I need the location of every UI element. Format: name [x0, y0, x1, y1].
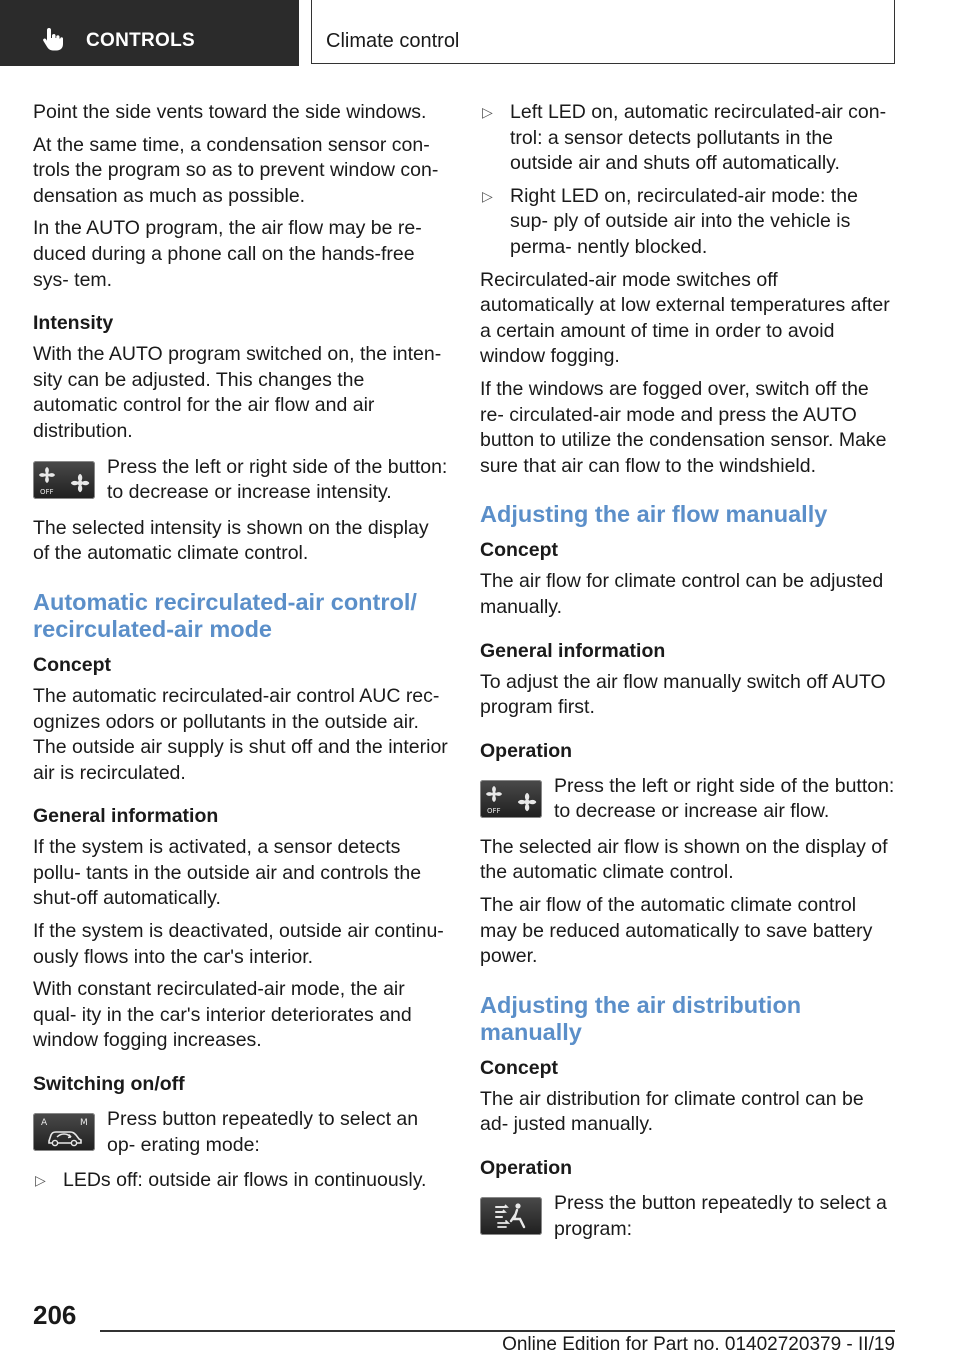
paragraph: At the same time, a condensation sensor con‐ trols the program so as to prevent window con‐ densation as much as possible.: [33, 133, 439, 207]
paragraph: To adjust the air flow manually switch off AUTO program first.: [480, 670, 886, 719]
paragraph: Point the side vents toward the side windows.: [33, 101, 427, 123]
section-heading-airflow: Adjusting the air flow manually: [480, 501, 828, 528]
list-item-text: Right LED on, recirculated-air mode: the sup‐ ply of outside air into the vehicle is perma‐ nently blocked.: [510, 184, 858, 258]
section-heading-auc: Automatic recirculated-air control/ recirculated-air mode: [33, 588, 417, 642]
subheading-switching: Switching on/off: [33, 1073, 185, 1096]
list-item-text: LEDs off: outside air flows in continuously.: [63, 1169, 427, 1192]
button-instruction: [33, 455, 449, 506]
paragraph: The air distribution for climate control can be ad‐ justed manually.: [480, 1087, 864, 1136]
subheading-concept: Concept: [33, 653, 111, 676]
auto-label: A: [41, 1118, 48, 1129]
recirculation-button-icon: [33, 1113, 95, 1151]
section-tab: [0, 0, 299, 66]
subheading-general: General information: [33, 805, 219, 828]
page-number: 206: [33, 1300, 77, 1330]
section-label: CONTROLS: [86, 30, 196, 51]
list-item-text: Left LED on, automatic recirculated-air con‐ trol: a sensor detects pollutants in the outside air and shuts off automatically.: [510, 101, 887, 175]
paragraph: The selected intensity is shown on the display of the automatic climate control.: [33, 516, 429, 565]
subheading-operation: Operation: [480, 1157, 573, 1180]
paragraph: If the system is activated, a sensor detects pollu‐ tants in the outside air and controls the shut-off automatically.: [33, 836, 422, 910]
button-instruction: [480, 774, 896, 825]
paragraph: With the AUTO program switched on, the inten‐ sity can be adjusted. This changes the automatic control for the air flow and air distribution.: [33, 343, 442, 442]
off-label: OFF: [487, 806, 501, 815]
list-item: [480, 100, 896, 177]
paragraph: The automatic recirculated-air control AUC rec‐ ognizes odors or pollutants in the outside air. The outside air supply is shut off and the interior air is recirculated.: [33, 684, 448, 784]
paragraph: Recirculated-air mode switches off automatically at low external temperatures after a certain amount of time in order to avoid window fogging.: [480, 268, 890, 368]
button-instruction: [480, 1191, 896, 1242]
section-heading-distribution: Adjusting the air distribution manually: [480, 991, 802, 1045]
subheading-general: General information: [480, 639, 666, 662]
paragraph: The selected air flow is shown on the display of the automatic climate control.: [480, 835, 888, 884]
paragraph: The air flow of the automatic climate control may be reduced automatically to save battery power.: [480, 894, 873, 968]
off-label: OFF: [40, 487, 54, 496]
button-instruction-text: Press the left or right side of the button: to decrease or increase air flow.: [554, 774, 895, 823]
subheading-concept: Concept: [480, 1056, 558, 1079]
chapter-title: Climate control: [326, 30, 460, 52]
list-item: [480, 184, 896, 261]
list-item: [33, 1168, 449, 1194]
subheading-intensity: Intensity: [33, 312, 114, 335]
page-header: [0, 0, 960, 66]
hand-pointer-icon: [40, 26, 66, 57]
paragraph: If the windows are fogged over, switch off the re‐ circulated-air mode and press the AUTO button to utilize the condensation sensor. Make sure that air can flow to the windshield.: [480, 377, 887, 477]
paragraph: In the AUTO program, the air flow may be re‐ duced during a phone call on the hands-free sys‐ tem.: [33, 217, 422, 291]
subheading-concept: Concept: [480, 539, 558, 562]
left-column: [33, 100, 449, 1201]
paragraph: If the system is deactivated, outside air continu‐ ously flows into the car's interior.: [33, 920, 444, 968]
button-instruction: [33, 1107, 449, 1158]
footer-rule: [100, 1330, 895, 1332]
fan-off-button-icon: [33, 461, 95, 499]
chapter-tab: [311, 0, 895, 64]
air-distribution-button-icon: [480, 1197, 542, 1235]
triangle-bullet-icon: ▷: [482, 104, 493, 120]
triangle-bullet-icon: ▷: [35, 1172, 46, 1189]
right-column: [480, 100, 896, 1252]
subheading-operation: Operation: [480, 739, 573, 762]
page-footer: [0, 1290, 960, 1362]
paragraph: The air flow for climate control can be adjusted manually.: [480, 570, 884, 618]
fan-off-button-icon: [480, 780, 542, 818]
button-instruction-text: Press the button repeatedly to select a program:: [554, 1192, 887, 1240]
paragraph: With constant recirculated-air mode, the air qual‐ ity in the car's interior deteriorates and window fogging increases.: [33, 978, 412, 1052]
button-instruction-text: Press button repeatedly to select an op‐ erating mode:: [107, 1108, 419, 1156]
triangle-bullet-icon: ▷: [482, 187, 493, 204]
edition-text: Online Edition for Part no. 01402720379 - II/19: [502, 1334, 895, 1355]
button-instruction-text: Press the left or right side of the button: to decrease or increase intensity.: [107, 455, 448, 504]
manual-label: M: [80, 1118, 88, 1129]
